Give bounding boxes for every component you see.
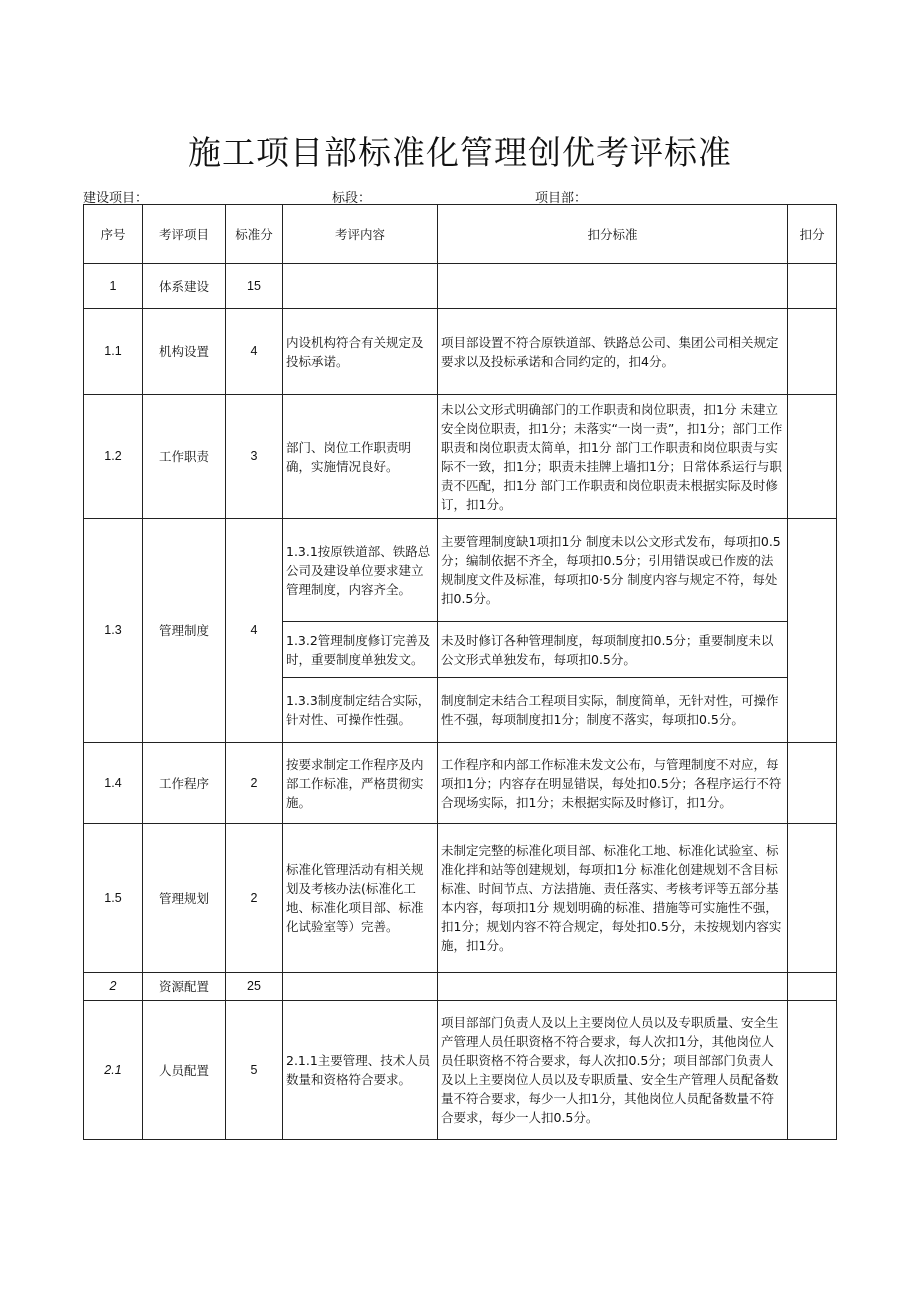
row-deducted [788, 973, 837, 1001]
row-no: 1.1 [84, 309, 143, 395]
row-content: 1.3.1按原铁道部、铁路总公司及建设单位要求建立管理制度，内容齐全。 [283, 519, 438, 622]
row-content: 标准化管理活动有相关规划及考核办法(标准化工地、标准化项目部、标准化试验室等）完善。 [283, 824, 438, 973]
evaluation-table [83, 204, 837, 1140]
row-deduct [438, 264, 788, 309]
row-item: 管理规划 [143, 824, 226, 973]
page-title: 施工项目部标准化管理创优考评标准 [188, 133, 732, 172]
table-row [84, 973, 837, 1001]
row-content [283, 264, 438, 309]
row-deduct: 项目部部门负责人及以上主要岗位人员以及专职质量、安全生产管理人员任职资格不符合要求，每人次扣1分，其他岗位人员任职资格不符合要求，每人次扣0.5分；项目部部门负责人及以上主要岗位人员以及专职质量、安全生产管理人员配备数量不符合要求，每少一人扣1分，其他岗位人员配备数量不符合要求，每少一人扣0.5分。 [438, 1001, 788, 1140]
table-row [84, 1001, 837, 1140]
row-deduct: 项目部设置不符合原铁道部、铁路总公司、集团公司相关规定要求以及投标承诺和合同约定的，扣4分。 [438, 309, 788, 395]
header-no: 序号 [84, 205, 143, 264]
row-item: 人员配置 [143, 1001, 226, 1140]
row-deduct: 未制定完整的标准化项目部、标准化工地、标准化试验室、标准化拌和站等创建规划，每项扣1分 标准化创建规划不含目标标准、时间节点、方法措施、责任落实、考核考评等五部分基本内容，每项扣1分 规划明确的标准、措施等可实施性不强，扣1分；规划内容不符合规定，每处扣0.5分，未按规划内容实施，扣1分。 [438, 824, 788, 973]
row-deducted [788, 519, 837, 743]
row-no: 2.1 [84, 1001, 143, 1140]
project-label: 建设项目： [83, 191, 149, 206]
row-deduct: 工作程序和内部工作标准未发文公布，与管理制度不对应，每项扣1分；内容存在明显错误，每处扣0.5分；各程序运行不符合现场实际，扣1分；未根据实际及时修订，扣1分。 [438, 743, 788, 824]
row-deduct: 未以公文形式明确部门的工作职责和岗位职责，扣1分 未建立安全岗位职责，扣1分；未落实“一岗一责”，扣1分；部门工作职责和岗位职责太简单，扣1分 部门工作职责和岗位职责与实际不一致，扣1分；职责未挂牌上墙扣1分；日常体系运行与职责不匹配，扣1分 部门工作职责和岗位职责未根据实际及时修订，扣1分。 [438, 395, 788, 519]
dept-label: 项目部： [535, 191, 588, 206]
table-header-row [84, 205, 837, 264]
row-deducted [788, 264, 837, 309]
row-deduct [438, 973, 788, 1001]
header-item: 考评项目 [143, 205, 226, 264]
row-item: 工作程序 [143, 743, 226, 824]
row-score: 5 [226, 1001, 283, 1140]
row-deduct: 未及时修订各种管理制度，每项制度扣0.5分；重要制度未以公文形式单独发布，每项扣0.5分。 [438, 622, 788, 678]
row-no: 1.3 [84, 519, 143, 743]
row-content: 1.3.2管理制度修订完善及时，重要制度单独发文。 [283, 622, 438, 678]
row-item: 机构设置 [143, 309, 226, 395]
table-row [84, 395, 837, 519]
row-deducted [788, 824, 837, 973]
row-deduct: 制度制定未结合工程项目实际，制度简单，无针对性，可操作性不强，每项制度扣1分；制度不落实，每项扣0.5分。 [438, 678, 788, 743]
row-score: 2 [226, 743, 283, 824]
row-score: 15 [226, 264, 283, 309]
row-item: 工作职责 [143, 395, 226, 519]
table-row [84, 309, 837, 395]
row-content: 部门、岗位工作职责明确，实施情况良好。 [283, 395, 438, 519]
header-deducted: 扣分 [788, 205, 837, 264]
row-score: 4 [226, 309, 283, 395]
row-content: 按要求制定工作程序及内部工作标准，严格贯彻实施。 [283, 743, 438, 824]
row-deducted [788, 309, 837, 395]
table-row [84, 519, 837, 622]
row-item: 资源配置 [143, 973, 226, 1001]
row-deducted [788, 395, 837, 519]
header-score: 标准分 [226, 205, 283, 264]
table-row [84, 824, 837, 973]
row-item: 体系建设 [143, 264, 226, 309]
row-deducted [788, 743, 837, 824]
row-deducted [788, 1001, 837, 1140]
row-no: 1.5 [84, 824, 143, 973]
table-row [84, 743, 837, 824]
header-content: 考评内容 [283, 205, 438, 264]
section-label: 标段： [332, 191, 372, 206]
row-item: 管理制度 [143, 519, 226, 743]
header-deduct: 扣分标准 [438, 205, 788, 264]
row-score: 25 [226, 973, 283, 1001]
row-no: 1.2 [84, 395, 143, 519]
row-score: 3 [226, 395, 283, 519]
row-no: 1.4 [84, 743, 143, 824]
row-content [283, 973, 438, 1001]
row-no: 2 [84, 973, 143, 1001]
table-row [84, 264, 837, 309]
row-score: 2 [226, 824, 283, 973]
row-content: 内设机构符合有关规定及投标承诺。 [283, 309, 438, 395]
row-no: 1 [84, 264, 143, 309]
row-deduct: 主要管理制度缺1项扣1分 制度未以公文形式发布，每项扣0.5分；编制依据不齐全，每项扣0.5分；引用错误或已作废的法规制度文件及标准，每项扣0·5分 制度内容与规定不符，每处扣0.5分。 [438, 519, 788, 622]
row-content: 2.1.1主要管理、技术人员数量和资格符合要求。 [283, 1001, 438, 1140]
row-score: 4 [226, 519, 283, 743]
row-content: 1.3.3制度制定结合实际，针对性、可操作性强。 [283, 678, 438, 743]
